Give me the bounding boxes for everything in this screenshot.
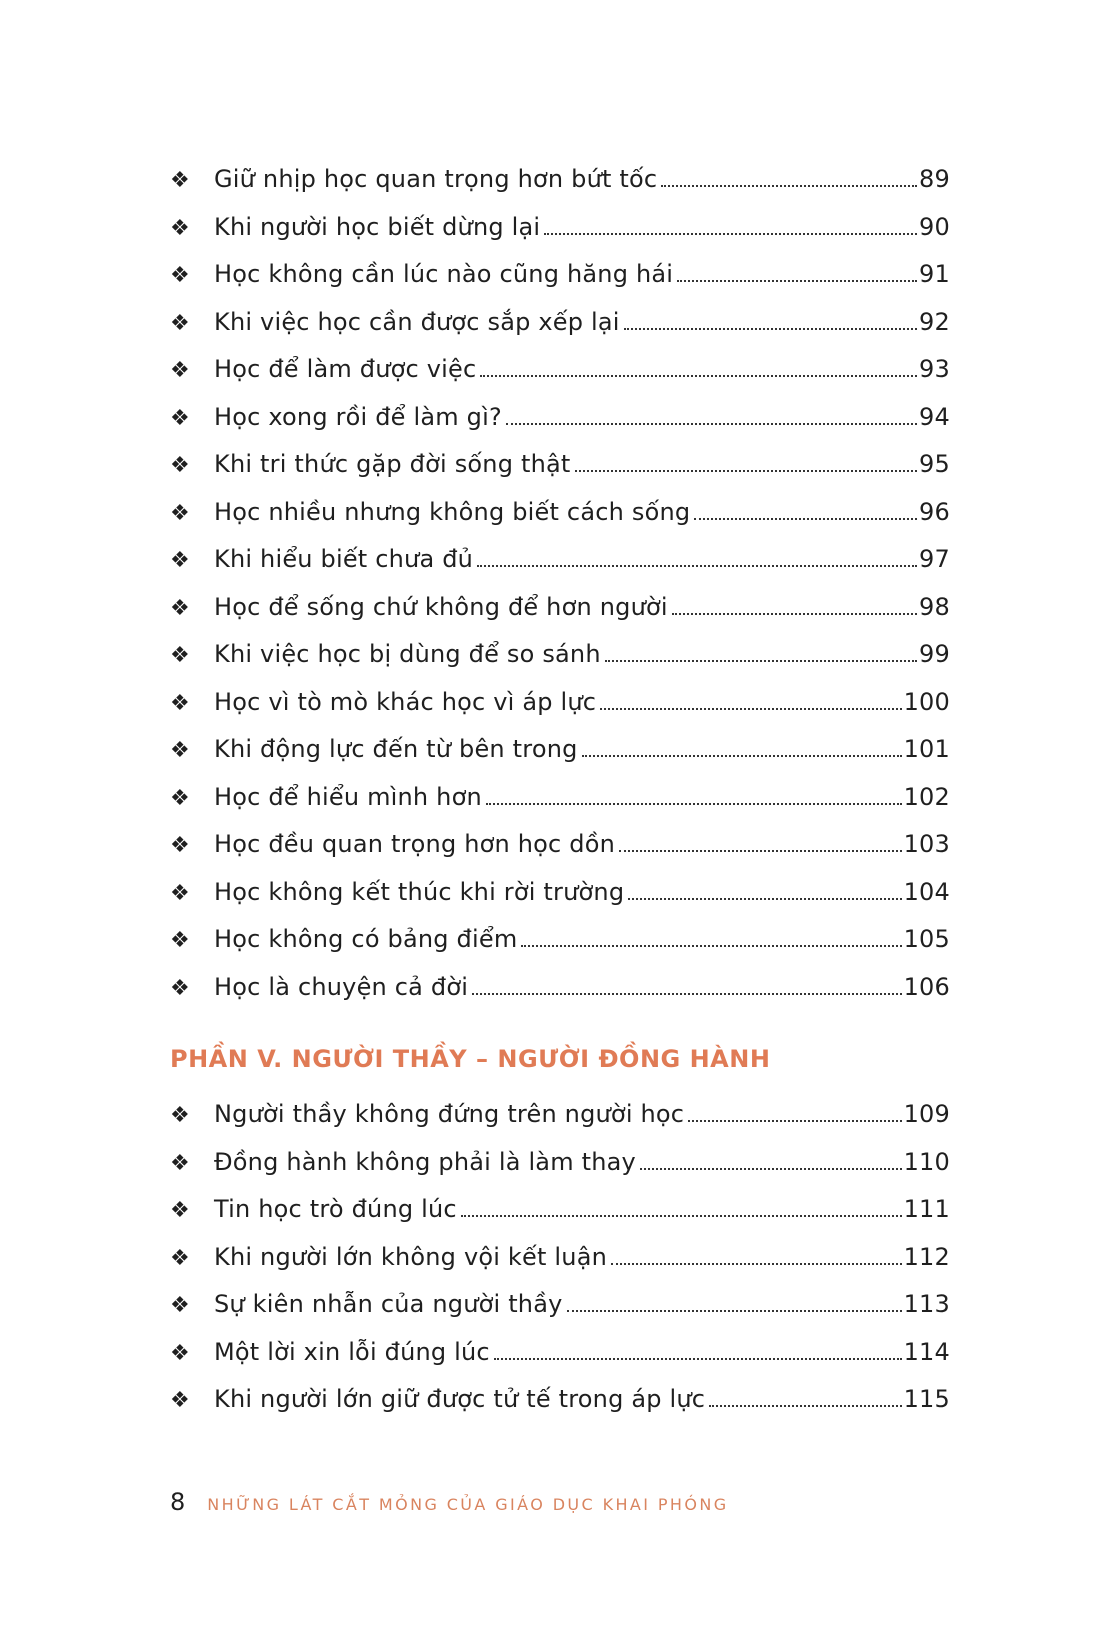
dot-leader [640, 1168, 902, 1170]
dot-leader [506, 423, 917, 425]
footer-page-number: 8 [170, 1488, 186, 1516]
toc-entry[interactable] [170, 922, 950, 970]
toc-entry-page-number: 103 [903, 830, 950, 858]
diamond-bullet-icon: ❖ [170, 168, 190, 193]
toc-entry-page-number: 110 [903, 1147, 950, 1176]
toc-entry-page-number: 95 [919, 450, 950, 478]
toc-entry-page-number: 115 [903, 1385, 950, 1413]
toc-entry-title: Sự kiên nhẫn của người thầy [214, 1290, 563, 1318]
diamond-bullet-icon: ❖ [170, 833, 190, 858]
toc-entry[interactable] [170, 495, 950, 543]
dot-leader [575, 470, 918, 472]
toc-entry-title: Khi người lớn giữ được tử tế trong áp lực [214, 1385, 706, 1413]
dot-leader [600, 708, 901, 710]
diamond-bullet-icon: ❖ [170, 785, 190, 811]
diamond-bullet-icon: ❖ [170, 1340, 190, 1366]
toc-entry-title: Học để hiểu mình hơn [214, 782, 482, 811]
toc-entry[interactable] [170, 1335, 950, 1383]
diamond-bullet-icon: ❖ [170, 548, 190, 573]
toc-entry-page-number: 113 [903, 1290, 950, 1318]
toc-entry[interactable] [170, 542, 950, 590]
diamond-bullet-icon: ❖ [170, 738, 190, 763]
dot-leader [521, 945, 901, 947]
toc-entry-title: Khi hiểu biết chưa đủ [214, 545, 474, 573]
diamond-bullet-icon: ❖ [170, 1150, 190, 1176]
toc-entry[interactable] [170, 1097, 950, 1145]
toc-entry-title: Khi người học biết dừng lại [214, 212, 541, 241]
dot-leader [677, 280, 917, 282]
diamond-bullet-icon: ❖ [170, 1198, 190, 1223]
page-footer [170, 1488, 729, 1516]
dot-leader [567, 1310, 902, 1312]
toc-entry[interactable] [170, 162, 950, 210]
dot-leader [544, 233, 917, 235]
toc-entry[interactable] [170, 447, 950, 495]
toc-entry[interactable] [170, 875, 950, 923]
toc-entry-title: Học để sống chứ không để hơn người [214, 592, 668, 621]
toc-entry-page-number: 98 [919, 592, 950, 621]
toc-entry[interactable] [170, 780, 950, 828]
diamond-bullet-icon: ❖ [170, 500, 190, 526]
dot-leader [472, 993, 901, 995]
dot-leader [605, 660, 917, 662]
toc-entry-title: Học không cần lúc nào cũng hăng hái [214, 260, 674, 288]
diamond-bullet-icon: ❖ [170, 1103, 190, 1128]
toc-entry-title: Giữ nhịp học quan trọng hơn bứt tốc [214, 165, 658, 193]
toc-entry-page-number: 101 [903, 735, 950, 763]
dot-leader [477, 565, 917, 567]
toc-entry-title: Học là chuyện cả đời [214, 972, 469, 1001]
diamond-bullet-icon: ❖ [170, 310, 190, 336]
toc-entry-page-number: 99 [919, 640, 950, 668]
dot-leader [461, 1215, 902, 1217]
diamond-bullet-icon: ❖ [170, 405, 190, 431]
toc-entry-title: Khi việc học cần được sắp xếp lại [214, 307, 620, 336]
toc-entry[interactable] [170, 257, 950, 305]
diamond-bullet-icon: ❖ [170, 643, 190, 668]
toc-entry-title: Khi động lực đến từ bên trong [214, 735, 578, 763]
toc-list-part4 [170, 162, 950, 1017]
diamond-bullet-icon: ❖ [170, 690, 190, 716]
diamond-bullet-icon: ❖ [170, 1293, 190, 1318]
dot-leader [628, 898, 901, 900]
dot-leader [480, 375, 917, 377]
diamond-bullet-icon: ❖ [170, 263, 190, 288]
diamond-bullet-icon: ❖ [170, 595, 190, 621]
toc-entry[interactable] [170, 1287, 950, 1335]
toc-entry[interactable] [170, 1192, 950, 1240]
diamond-bullet-icon: ❖ [170, 1245, 190, 1271]
toc-entry-page-number: 97 [919, 545, 950, 573]
toc-entry-title: Đồng hành không phải là làm thay [214, 1147, 636, 1176]
diamond-bullet-icon: ❖ [170, 880, 190, 906]
toc-entry-title: Người thầy không đứng trên người học [214, 1100, 685, 1128]
toc-entry-title: Học vì tò mò khác học vì áp lực [214, 687, 597, 716]
toc-entry-title: Khi tri thức gặp đời sống thật [214, 450, 571, 478]
toc-entry[interactable] [170, 210, 950, 258]
toc-entry-page-number: 96 [919, 497, 950, 526]
toc-entry[interactable] [170, 305, 950, 353]
toc-entry-page-number: 91 [919, 260, 950, 288]
toc-entry-title: Một lời xin lỗi đúng lúc [214, 1337, 490, 1366]
toc-entry-page-number: 102 [903, 782, 950, 811]
toc-entry-title: Khi người lớn không vội kết luận [214, 1242, 608, 1271]
toc-entry-title: Học không có bảng điểm [214, 925, 518, 953]
toc-entry-title: Khi việc học bị dùng để so sánh [214, 640, 601, 668]
toc-entry[interactable] [170, 1382, 950, 1430]
diamond-bullet-icon: ❖ [170, 215, 190, 241]
toc-entry[interactable] [170, 637, 950, 685]
dot-leader [582, 755, 902, 757]
toc-entry-page-number: 100 [903, 687, 950, 716]
diamond-bullet-icon: ❖ [170, 453, 190, 478]
toc-entry[interactable] [170, 970, 950, 1018]
toc-entry[interactable] [170, 732, 950, 780]
toc-entry[interactable] [170, 1240, 950, 1288]
toc-list-part5 [170, 1097, 950, 1430]
dot-leader [619, 850, 902, 852]
toc-entry-title: Tin học trò đúng lúc [214, 1195, 457, 1223]
toc-entry[interactable] [170, 685, 950, 733]
dot-leader [661, 185, 917, 187]
dot-leader [494, 1358, 902, 1360]
toc-entry[interactable] [170, 400, 950, 448]
toc-entry-page-number: 111 [903, 1195, 950, 1223]
dot-leader [611, 1263, 902, 1265]
toc-entry-title: Học đều quan trọng hơn học dồn [214, 830, 616, 858]
diamond-bullet-icon: ❖ [170, 928, 190, 953]
dot-leader [688, 1120, 901, 1122]
toc-entry-page-number: 112 [903, 1242, 950, 1271]
toc-entry-page-number: 92 [919, 307, 950, 336]
section-heading-part5: PHẦN V. NGƯỜI THẦY – NGƯỜI ĐỒNG HÀNH [170, 1045, 771, 1073]
toc-entry-title: Học để làm được việc [214, 355, 477, 383]
toc-entry-page-number: 94 [919, 402, 950, 431]
toc-entry-title: Học xong rồi để làm gì? [214, 402, 502, 431]
toc-entry-page-number: 93 [919, 355, 950, 383]
toc-entry-page-number: 90 [919, 212, 950, 241]
dot-leader [694, 518, 917, 520]
toc-entry-page-number: 89 [919, 165, 950, 193]
toc-entry-page-number: 114 [903, 1337, 950, 1366]
toc-entry[interactable] [170, 1145, 950, 1193]
toc-entry-page-number: 105 [903, 925, 950, 953]
toc-entry[interactable] [170, 827, 950, 875]
footer-book-title: NHỮNG LÁT CẮT MỎNG CỦA GIÁO DỤC KHAI PHÓNG [207, 1495, 729, 1514]
toc-entry[interactable] [170, 590, 950, 638]
diamond-bullet-icon: ❖ [170, 975, 190, 1001]
dot-leader [709, 1405, 901, 1407]
toc-entry-title: Học không kết thúc khi rời trường [214, 877, 625, 906]
diamond-bullet-icon: ❖ [170, 358, 190, 383]
dot-leader [624, 328, 917, 330]
toc-entry-page-number: 109 [903, 1100, 950, 1128]
dot-leader [486, 803, 902, 805]
toc-entry-page-number: 106 [903, 972, 950, 1001]
toc-entry[interactable] [170, 352, 950, 400]
toc-entry-page-number: 104 [903, 877, 950, 906]
toc-entry-title: Học nhiều nhưng không biết cách sống [214, 497, 691, 526]
diamond-bullet-icon: ❖ [170, 1388, 190, 1413]
dot-leader [672, 613, 917, 615]
